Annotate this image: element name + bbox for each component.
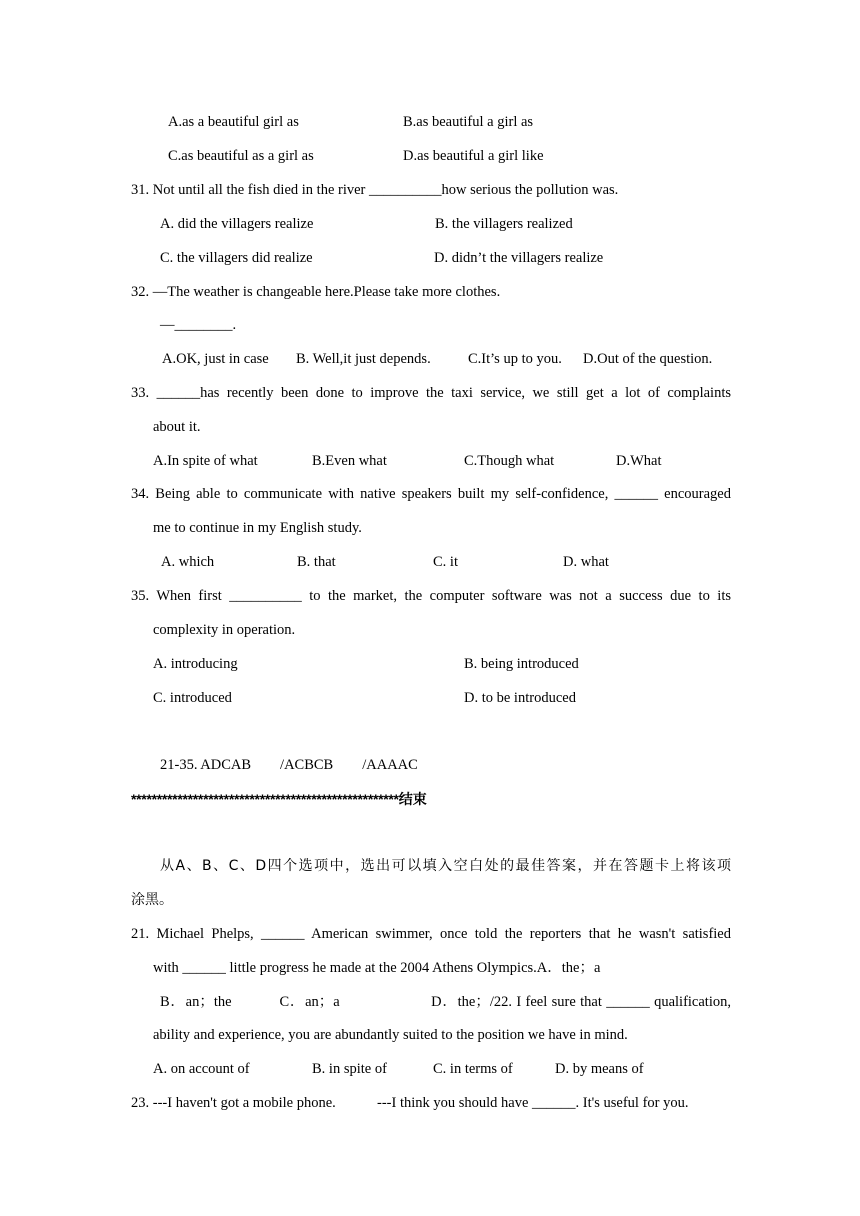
instructions-line2: 涂黑。	[131, 892, 173, 908]
q22-stem-line2: ability and experience, you are abundantly suited to the position we have in mind.	[153, 1027, 628, 1043]
q31-option-c: C. the villagers did realize	[160, 250, 313, 266]
q33-option-b: B.Even what	[312, 453, 387, 469]
q22-option-a: A. on account of	[153, 1061, 250, 1077]
q35-stem-line2: complexity in operation.	[153, 622, 296, 638]
q22-option-b: B. in spite of	[312, 1061, 387, 1077]
q21-stem-line2: with ______ little progress he made at the 2004 Athens Olympics.A．the；a	[153, 960, 601, 976]
q32-option-a: A.OK, just in case	[162, 351, 269, 367]
q32-stem: 32. —The weather is changeable here.Please take more clothes.	[131, 284, 501, 300]
q35-stem-line1: 35. When first __________ to the market, the computer software was not a success due to its	[131, 588, 731, 604]
q33-stem-line1: 33. ______has recently been done to improve the taxi service, we still get a lot of complaints	[131, 385, 731, 401]
q30-option-d: D.as beautiful a girl like	[403, 148, 544, 164]
q35-option-b: B. being introduced	[464, 656, 579, 672]
q31-option-a: A. did the villagers realize	[160, 216, 314, 232]
q21-options-line: B．an；the C．an；a D．the；/22. I feel sure that ______ qualification,	[160, 994, 731, 1010]
q33-option-d: D.What	[616, 453, 662, 469]
q31-option-b: B. the villagers realized	[435, 216, 573, 232]
q35-option-d: D. to be introduced	[464, 690, 576, 706]
divider-stars: ****************************************************	[131, 791, 399, 807]
q31-stem: 31. Not until all the fish died in the river __________how serious the pollution was.	[131, 182, 619, 198]
q35-option-c: C. introduced	[153, 690, 232, 706]
q34-option-a: A. which	[161, 554, 215, 570]
instructions-line1: 从A、B、C、D四个选项中，选出可以填入空白处的最佳答案，并在答题卡上将该项	[160, 858, 731, 874]
q30-option-c: C.as beautiful as a girl as	[168, 148, 314, 164]
divider-end-label: 结束	[398, 792, 427, 808]
q32-option-b: B. Well,it just depends.	[296, 351, 431, 367]
q23-reply: ---I think you should have ______. It's useful for you.	[377, 1095, 689, 1111]
answer-key: 21-35. ADCAB /ACBCB /AAAAC	[160, 757, 418, 773]
q22-option-c: C. in terms of	[433, 1061, 513, 1077]
q23-stem: 23. ---I haven't got a mobile phone.	[131, 1095, 336, 1111]
q22-option-d: D. by means of	[555, 1061, 644, 1077]
q34-option-c: C. it	[433, 554, 458, 570]
q33-option-c: C.Though what	[464, 453, 555, 469]
q32-reply: —________.	[160, 317, 237, 333]
q34-stem-line2: me to continue in my English study.	[153, 520, 362, 536]
q32-option-c: C.It’s up to you.	[468, 351, 562, 367]
q34-option-d: D. what	[563, 554, 609, 570]
q35-option-a: A. introducing	[153, 656, 238, 672]
q32-option-d: D.Out of the question.	[583, 351, 713, 367]
q34-stem-line1: 34. Being able to communicate with native speakers built my self-confidence, ______ encouraged	[131, 486, 731, 502]
q33-stem-line2: about it.	[153, 419, 201, 435]
q31-option-d: D. didn’t the villagers realize	[434, 250, 604, 266]
q30-option-b: B.as beautiful a girl as	[403, 114, 534, 130]
section-divider	[131, 790, 427, 809]
q34-option-b: B. that	[297, 554, 336, 570]
q21-stem-line1: 21. Michael Phelps, ______ American swimmer, once told the reporters that he wasn't satisfied	[131, 926, 731, 942]
q33-option-a: A.In spite of what	[153, 453, 258, 469]
q30-option-a: A.as a beautiful girl as	[168, 114, 299, 130]
